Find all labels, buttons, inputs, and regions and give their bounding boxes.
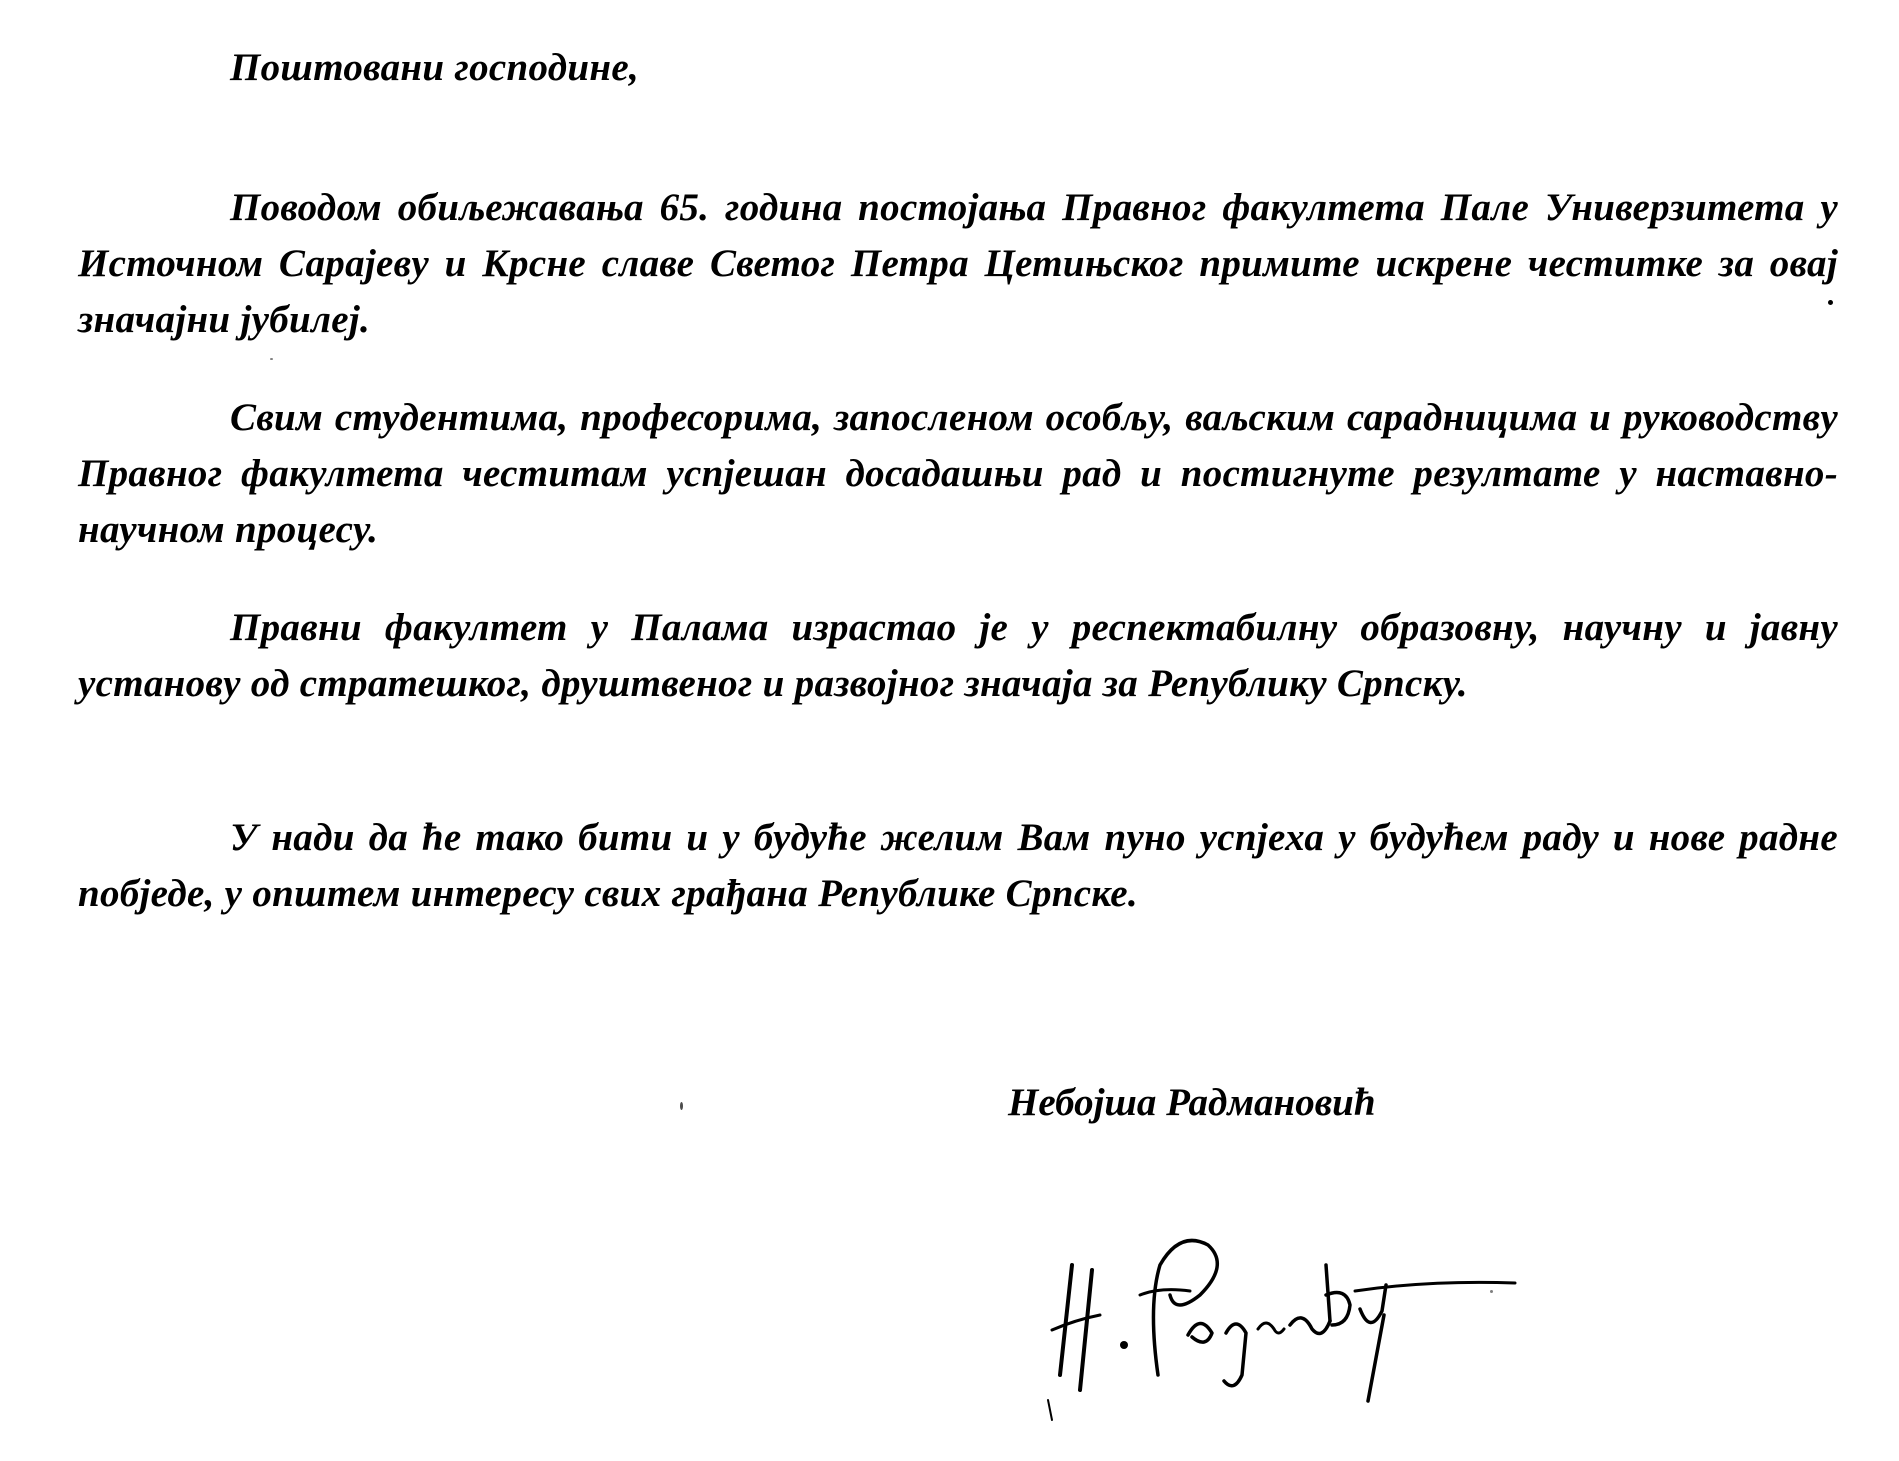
scan-speck [1490, 1290, 1493, 1293]
scan-speck [270, 358, 273, 360]
signer-name: Небојша Радмановић [1008, 1081, 1376, 1124]
paragraph-institution: Правни факултет у Палама израстао је у респектабилну образовну, научну и јавну установу од стратешког, друштвеног и развојног значаја за Републику Српску. [78, 606, 1838, 705]
salutation: Поштовани господине, [230, 46, 640, 89]
paragraph-congratulations: Свим студентима, професорима, запосленом особљу, ваљским сарадницима и руководству Правног факултета честитам успјешан досадашњи рад и постигнуте резултате у наставно-научном процесу. [78, 396, 1838, 551]
scan-speck [680, 1102, 683, 1110]
scan-speck [1828, 300, 1833, 305]
paragraph-wishes: У нади да ће тако бити и у будуће желим Вам пуно успјеха у будућем раду и нове радне побједе, у општем интересу свих грађана Републике Српске. [78, 816, 1838, 915]
paragraph-anniversary: Поводом обиљежавања 65. година постојања Правног факултета Пале Универзитета у Источном Сарајеву и Крсне славе Светог Петра Цетињског примите искрене честитке за овај значајни јубилеј. [78, 186, 1838, 341]
handwritten-signature [1030, 1225, 1530, 1425]
